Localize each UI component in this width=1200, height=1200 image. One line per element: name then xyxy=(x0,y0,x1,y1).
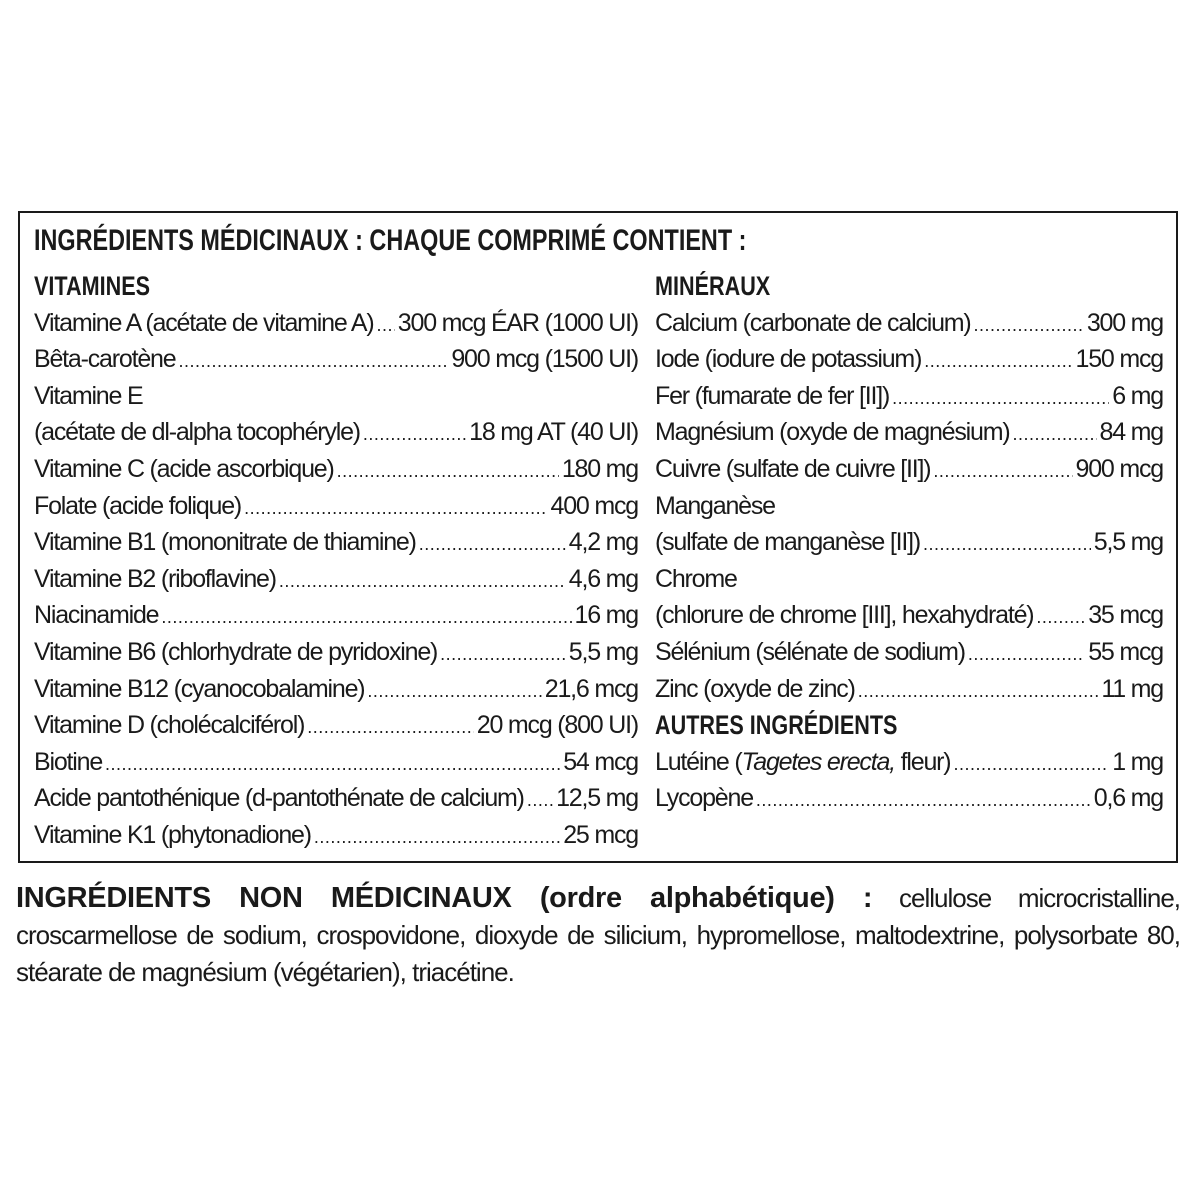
ingredient-row: Vitamine A (acétate de vitamine A) ..... 300 mcg ÉAR (1000 UI) xyxy=(34,305,638,342)
ingredient-row: Calcium (carbonate de calcium) ..... 300 mg xyxy=(655,305,1163,342)
ingredient-row: Cuivre (sulfate de cuivre [II]) ..... 900 mcg xyxy=(655,451,1163,488)
vitamins-column xyxy=(34,268,638,854)
minerals-column xyxy=(655,268,1163,817)
ingredient-row: Vitamine D (cholécalciférol) ..... 20 mcg (800 UI) xyxy=(34,707,638,744)
ingredient-row: Folate (acide folique) ..... 400 mcg xyxy=(34,488,638,525)
ingredient-row: Fer (fumarate de fer [II]) ..... 6 mg xyxy=(655,378,1163,415)
ingredient-row: Vitamine E xyxy=(34,381,143,410)
ingredient-row: (chlorure de chrome [III], hexahydraté) ..... 35 mcg xyxy=(655,597,1163,634)
ingredient-row-lutein: Lutéine (Tagetes erecta, fleur) ..... 1 mg xyxy=(655,744,1163,781)
other-ingredients-heading: AUTRES INGRÉDIENTS xyxy=(655,710,898,741)
ingredient-row: Vitamine C (acide ascorbique) ..... 180 mg xyxy=(34,451,638,488)
ingredient-row: Vitamine B6 (chlorhydrate de pyridoxine) ..... 5,5 mg xyxy=(34,634,638,671)
ingredient-row: Bêta-carotène ..... 900 mcg (1500 UI) xyxy=(34,341,638,378)
non-medicinal-heading: INGRÉDIENTS NON MÉDICINAUX (ordre alphabétique) : xyxy=(16,882,873,914)
non-medicinal-ingredients xyxy=(16,880,1180,991)
non-medicinal-text: cellulose microcristalline, croscarmellose de sodium, crospovidone, dioxyde de silicium, hypromellose, maltodextrine, polysorbate 80, stéarate de magnésium (végétarien), triacétine. xyxy=(16,883,1181,987)
minerals-heading: MINÉRAUX xyxy=(655,271,771,301)
ingredient-row: Vitamine K1 (phytonadione) ..... 25 mcg xyxy=(34,817,638,854)
ingredient-row: Magnésium (oxyde de magnésium) ..... 84 mg xyxy=(655,414,1163,451)
ingredient-row: Iode (iodure de potassium) ..... 150 mcg xyxy=(655,341,1163,378)
ingredient-row: Biotine ..... 54 mcg xyxy=(34,744,638,781)
ingredient-row-lycopene: Lycopène ..... 0,6 mg xyxy=(655,780,1163,817)
ingredient-row: Vitamine B12 (cyanocobalamine) ..... 21,6 mcg xyxy=(34,671,638,708)
ingredient-row: (acétate de dl-alpha tocophéryle) ..... 18 mg AT (40 UI) xyxy=(34,414,638,451)
ingredient-row: Sélénium (sélénate de sodium) ..... 55 mcg xyxy=(655,634,1163,671)
ingredient-row: (sulfate de manganèse [II]) ..... 5,5 mg xyxy=(655,524,1163,561)
ingredient-row: Vitamine B1 (mononitrate de thiamine) ..... 4,2 mg xyxy=(34,524,638,561)
panel-title: INGRÉDIENTS MÉDICINAUX : CHAQUE COMPRIMÉ CONTIENT : xyxy=(34,224,747,257)
ingredient-row: Niacinamide ..... 16 mg xyxy=(34,597,638,634)
vitamins-heading: VITAMINES xyxy=(34,271,151,301)
ingredient-row: Manganèse xyxy=(655,491,775,520)
ingredient-row: Chrome xyxy=(655,564,737,593)
ingredient-row: Vitamine B2 (riboflavine) ..... 4,6 mg xyxy=(34,561,638,598)
ingredient-row: Acide pantothénique (d-pantothénate de calcium) ..... 12,5 mg xyxy=(34,780,638,817)
ingredient-row: Zinc (oxyde de zinc) ..... 11 mg xyxy=(655,671,1163,708)
